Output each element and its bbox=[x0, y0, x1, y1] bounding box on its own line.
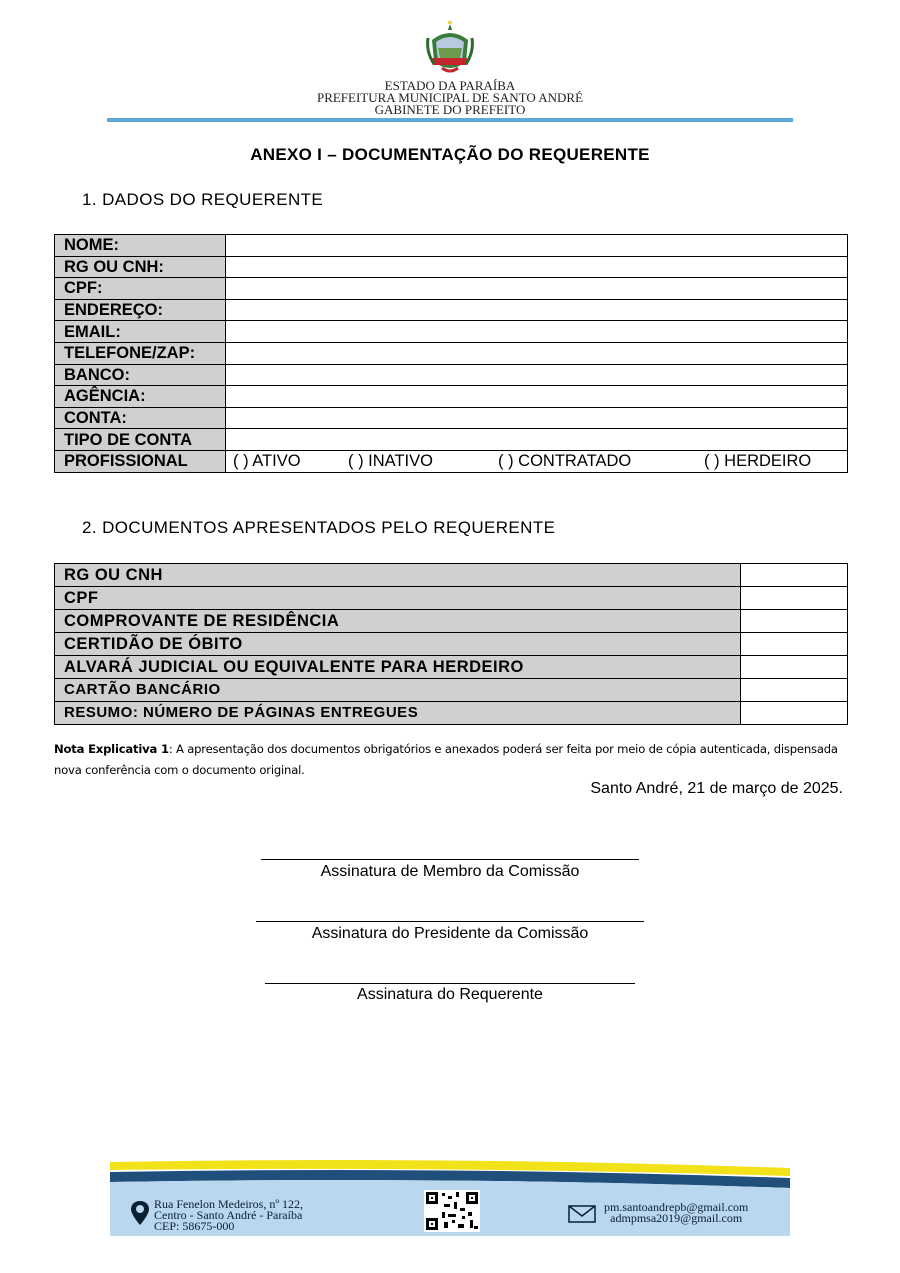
account-type-field[interactable] bbox=[226, 429, 848, 451]
document-label: RG OU CNH bbox=[55, 564, 741, 587]
document-label: CERTIDÃO DE ÓBITO bbox=[55, 633, 741, 656]
document-check-cell[interactable] bbox=[741, 610, 848, 633]
document-label: ALVARÁ JUDICIAL OU EQUIVALENTE PARA HERDEIRO bbox=[55, 656, 741, 679]
field-label: PROFISSIONAL bbox=[55, 450, 226, 472]
mail-icon bbox=[568, 1205, 596, 1223]
field-label: NOME: bbox=[55, 235, 226, 257]
document-check-cell[interactable] bbox=[741, 656, 848, 679]
table-row bbox=[55, 278, 848, 300]
cpf-field[interactable] bbox=[226, 278, 848, 300]
table-row bbox=[55, 386, 848, 408]
section-1-heading: 1. DADOS DO REQUERENTE bbox=[82, 190, 324, 209]
document-check-cell[interactable] bbox=[741, 633, 848, 656]
option-herdeiro-checkbox[interactable]: ( ) HERDEIRO bbox=[704, 452, 812, 471]
field-label: AGÊNCIA: bbox=[55, 386, 226, 408]
option-inativo-checkbox[interactable]: ( ) INATIVO bbox=[348, 452, 433, 471]
document-date: Santo André, 21 de março de 2025. bbox=[590, 780, 843, 797]
table-row bbox=[55, 299, 848, 321]
address-field[interactable] bbox=[226, 299, 848, 321]
qr-code-icon bbox=[424, 1190, 480, 1232]
page-title: ANEXO I – DOCUMENTAÇÃO DO REQUERENTE bbox=[250, 145, 650, 164]
field-label: CPF: bbox=[55, 278, 226, 300]
table-row bbox=[55, 342, 848, 364]
table-row bbox=[55, 587, 848, 610]
address-line: Rua Fenelon Medeiros, nº 122, bbox=[154, 1197, 304, 1211]
document-label: CPF bbox=[55, 587, 741, 610]
location-pin-icon bbox=[130, 1200, 150, 1226]
documents-table bbox=[54, 563, 848, 725]
option-ativo-checkbox[interactable]: ( ) ATIVO bbox=[233, 452, 301, 471]
document-check-cell[interactable] bbox=[741, 587, 848, 610]
signature-label: Assinatura do Presidente da Comissão bbox=[311, 925, 589, 942]
agency-field[interactable] bbox=[226, 386, 848, 408]
email-link[interactable]: admpmsa2019@gmail.com bbox=[610, 1211, 743, 1225]
phone-field[interactable] bbox=[226, 342, 848, 364]
section-2-heading: 2. DOCUMENTOS APRESENTADOS PELO REQUERENTE bbox=[82, 518, 556, 537]
document-check-cell[interactable] bbox=[741, 679, 848, 702]
table-row bbox=[55, 429, 848, 451]
note-text: : A apresentação dos documentos obrigatórios e anexados poderá ser feita por meio de cópia autenticada, dispensada nova conferência com o documento original. bbox=[54, 742, 838, 777]
name-field[interactable] bbox=[226, 235, 848, 257]
account-field[interactable] bbox=[226, 407, 848, 429]
footer-emails bbox=[604, 1202, 748, 1224]
rg-cnh-field[interactable] bbox=[226, 256, 848, 278]
table-row bbox=[55, 633, 848, 656]
address-line: CEP: 58675-000 bbox=[154, 1219, 235, 1233]
document-label: COMPROVANTE DE RESIDÊNCIA bbox=[55, 610, 741, 633]
signature-line[interactable] bbox=[261, 859, 639, 860]
field-label: ENDEREÇO: bbox=[55, 299, 226, 321]
table-row bbox=[55, 321, 848, 343]
signature-label: Assinatura de Membro da Comissão bbox=[320, 863, 580, 880]
document-label: CARTÃO BANCÁRIO bbox=[55, 679, 741, 702]
signature-line[interactable] bbox=[265, 983, 635, 984]
table-row bbox=[55, 450, 848, 472]
table-row bbox=[55, 235, 848, 257]
header-municipality: PREFEITURA MUNICIPAL DE SANTO ANDRÉ bbox=[316, 90, 584, 105]
address-line: Centro - Santo André - Paraíba bbox=[154, 1208, 303, 1222]
table-row bbox=[55, 702, 848, 725]
header-office: GABINETE DO PREFEITO bbox=[374, 102, 526, 117]
header-state: ESTADO DA PARAÍBA bbox=[384, 78, 516, 93]
note-label: Nota Explicativa 1 bbox=[54, 742, 169, 756]
document-check-cell[interactable] bbox=[741, 702, 848, 725]
professional-options bbox=[226, 450, 848, 472]
field-label: EMAIL: bbox=[55, 321, 226, 343]
option-contratado-checkbox[interactable]: ( ) CONTRATADO bbox=[498, 452, 632, 471]
document-label: RESUMO: NÚMERO DE PÁGINAS ENTREGUES bbox=[55, 702, 741, 725]
field-label: TIPO DE CONTA bbox=[55, 429, 226, 451]
footer-address bbox=[154, 1199, 303, 1232]
applicant-data-table bbox=[54, 234, 848, 473]
field-label: TELEFONE/ZAP: bbox=[55, 342, 226, 364]
header-divider bbox=[107, 118, 793, 122]
table-row bbox=[55, 679, 848, 702]
signature-label: Assinatura do Requerente bbox=[357, 986, 543, 1003]
bank-field[interactable] bbox=[226, 364, 848, 386]
explanatory-note bbox=[54, 739, 854, 781]
table-row bbox=[55, 256, 848, 278]
table-row bbox=[55, 656, 848, 679]
document-check-cell[interactable] bbox=[741, 564, 848, 587]
field-label: BANCO: bbox=[55, 364, 226, 386]
email-field[interactable] bbox=[226, 321, 848, 343]
table-row bbox=[55, 364, 848, 386]
signature-line[interactable] bbox=[256, 921, 644, 922]
table-row bbox=[55, 564, 848, 587]
field-label: CONTA: bbox=[55, 407, 226, 429]
email-link[interactable]: pm.santoandrepb@gmail.com bbox=[604, 1200, 749, 1214]
field-label: RG OU CNH: bbox=[55, 256, 226, 278]
footer-band bbox=[110, 1158, 790, 1238]
municipal-crest-icon bbox=[420, 18, 480, 78]
table-row bbox=[55, 610, 848, 633]
table-row bbox=[55, 407, 848, 429]
